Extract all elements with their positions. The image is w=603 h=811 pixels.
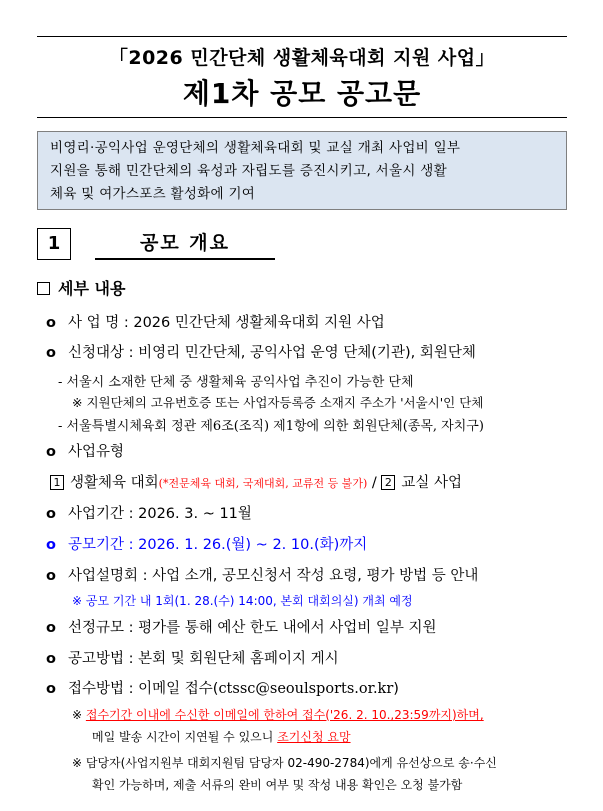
applicants-detail-1: - 서울시 소재한 단체 중 생활체육 공익사업 추진이 가능한 단체 [58,375,414,390]
bullet-icon: o [46,568,56,584]
early-apply-warning: 조기신청 요망 [277,730,351,744]
applicants-detail-2: - 서울특별시체육회 정관 제6조(조직) 제1항에 의한 회원단체(종목, 자치구) [58,419,484,434]
briefing-note: ※ 공모 기간 내 1회(1. 28.(수) 14:00, 본회 대회의실) 개최 예정 [72,594,413,608]
checkbox-square-icon [37,282,50,295]
bullet-icon: o [46,651,56,667]
bullet-icon: o [46,620,56,636]
bullet-icon: o [46,506,56,522]
item-submit: o 접수방법 : 이메일 접수(ctssc@seoulsports.or.kr) [46,681,399,697]
subsection-header [37,276,125,299]
document-title-line1: 「2026 민간단체 생활체육대회 지원 사업」 [108,47,496,69]
bullet-icon: o [46,681,56,697]
type-number-box: 1 [50,475,64,490]
summary-line: 비영리·공익사업 운영단체의 생활체육대회 및 교실 개최 사업비 일부 [50,140,461,156]
item-selection: o 선정규모 : 평가를 통해 예산 한도 내에서 사업비 일부 지원 [46,620,437,636]
type-number-box: 2 [381,475,395,490]
type1-note: (*전문체육 대회, 국제대회, 교류전 등 불가) [158,477,368,490]
submit-note-2: ※ 담당자(사업지원부 대회지원팀 담당자 02-490-2784)에게 유선상으로 송·수신 [72,756,497,770]
subsection-title: 세부 내용 [58,279,126,298]
summary-box [37,131,567,210]
type-separator: / [367,475,382,491]
item-notice: o 공고방법 : 본회 및 회원단체 홈페이지 게시 [46,651,339,667]
item-project-type: o 사업유형 [46,444,125,460]
submit-deadline-warning: 접수기간 이내에 수신한 이메일에 한하여 접수('26. 2. 10.,23:59까지)하며, [85,708,484,722]
summary-line: 지원을 통해 민간단체의 육성과 자립도를 증진시키고, 서울시 생활 [50,163,447,179]
bullet-icon: o [46,315,56,331]
submit-note-1-cont: 메일 발송 시간이 지연될 수 있으니 조기신청 요망 [92,730,351,744]
submit-note-2-cont: 확인 가능하며, 제출 서류의 완비 여부 및 작성 내용 확인은 오청 불가함 [92,778,463,792]
summary-line: 체육 및 여가스포츠 활성화에 기여 [50,186,256,202]
section-number: 1 [37,228,71,260]
item-applicants: o 신청대상 : 비영리 민간단체, 공익사업 운영 단체(기관), 회원단체 [46,345,476,361]
item-project-name: o 사 업 명 : 2026 민간단체 생활체육대회 지원 사업 [46,315,385,331]
submit-note-1: ※ 접수기간 이내에 수신한 이메일에 한하여 접수('26. 2. 10.,23:59까지)하며, [72,708,484,722]
applicants-note-1: ※ 지원단체의 고유번호증 또는 사업자등록증 소재지 주소가 '서울시'인 단체 [72,395,484,410]
bullet-icon: o [46,345,56,361]
item-briefing: o 사업설명회 : 사업 소개, 공모신청서 작성 요령, 평가 방법 등 안내 [46,568,479,584]
bullet-icon: o [46,444,56,460]
type1-label: 생활체육 대회 [70,475,159,491]
section-title: 공모 개요 [95,228,275,260]
title-block [37,36,567,118]
project-type-options [50,471,462,492]
document-title-line2: 제1차 공모 공고문 [182,77,422,110]
section-header [37,228,277,260]
bullet-icon: o [46,537,56,553]
item-period: o 사업기간 : 2026. 3. ~ 11월 [46,506,252,522]
type2-label: 교실 사업 [401,475,462,491]
item-recruit-period: o 공모기간 : 2026. 1. 26.(월) ~ 2. 10.(화)까지 [46,537,368,553]
submit-email-link[interactable]: ctssc@seoulsports.or.kr [218,681,394,697]
